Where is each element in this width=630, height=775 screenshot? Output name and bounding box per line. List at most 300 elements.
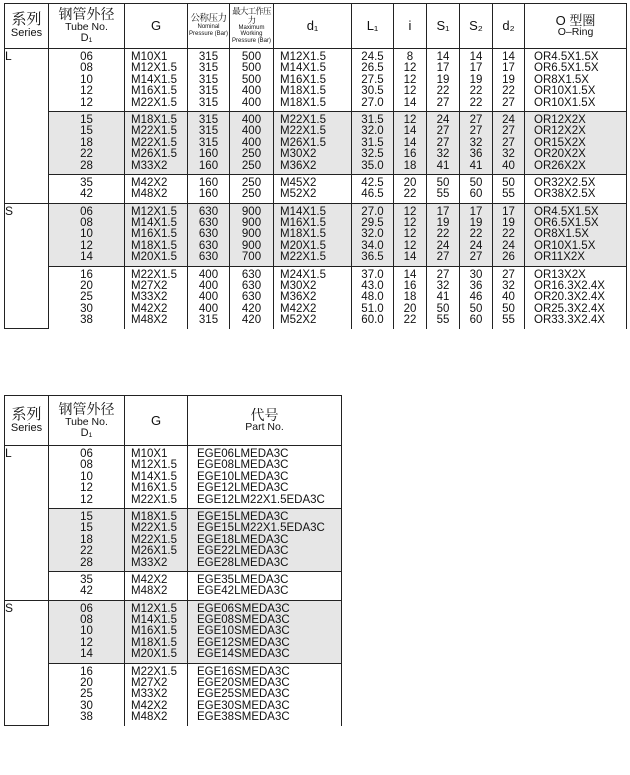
s2-value: 50: [469, 302, 483, 315]
s2-value: 17: [469, 205, 483, 218]
s1-value: 14: [436, 51, 450, 63]
max-pressure-value: 400: [241, 96, 262, 109]
o-ring-value: OR11X2X: [534, 251, 585, 264]
row-group: [5, 174, 627, 203]
g-thread-value: M14X1.5: [131, 217, 178, 230]
tube-no-cell: [49, 49, 125, 112]
l1-value: 27.5: [361, 73, 384, 86]
s2-value: 27: [469, 125, 483, 138]
header-g: G: [125, 4, 188, 49]
g-thread-value: M48X2: [131, 711, 168, 724]
s2-cell: [460, 111, 493, 174]
row-group: [5, 111, 627, 174]
s2-value: 41: [469, 159, 483, 172]
nominal-pressure-value: 315: [198, 96, 219, 109]
tube-no-value: 22: [80, 148, 93, 161]
d2-cell: [493, 49, 525, 112]
d1-value: M52X2: [280, 188, 317, 201]
g-thread-value: M20X1.5: [131, 648, 178, 661]
tube-no-value: 35: [80, 176, 93, 189]
part-no-cell: [188, 663, 342, 725]
s2-value: 50: [469, 176, 483, 189]
nominal-pressure-value: 400: [198, 291, 219, 304]
d1-value: M18X1.5: [280, 85, 327, 98]
nominal-pressure-value: 630: [198, 251, 219, 264]
max-pressure-value: 500: [241, 51, 262, 63]
g-thread-value: M22X1.5: [131, 268, 178, 281]
g-thread-cell: [125, 266, 188, 328]
i-cell: [394, 266, 427, 328]
g-thread-value: M33X2: [131, 291, 168, 304]
header-series: 系列 Series: [5, 4, 49, 49]
series-label: L: [5, 446, 49, 601]
d2-value: 27: [502, 136, 515, 149]
g-thread-value: M33X2: [131, 159, 168, 172]
o-ring-cell: [525, 49, 627, 112]
g-thread-value: M22X1.5: [131, 125, 178, 138]
s1-value: 27: [436, 125, 450, 138]
g-thread-value: M48X2: [131, 585, 168, 598]
l1-value: 35.0: [361, 159, 384, 172]
d2-value: 32: [502, 148, 515, 161]
l1-cell: [352, 266, 394, 328]
tube-no-value: 30: [80, 699, 93, 712]
g-thread-value: M22X1.5: [131, 96, 178, 109]
header-nominal-pressure: 公称压力 Nominal Pressure (Bar): [188, 4, 230, 49]
o-ring-value: OR8X1.5X: [534, 228, 589, 241]
part-no-value: EGE06LMEDA3C: [197, 448, 289, 460]
tube-no-value: 08: [80, 459, 93, 472]
tube-no-value: 25: [80, 688, 93, 701]
s2-value: 27: [469, 251, 483, 264]
d2-cell: [493, 203, 525, 266]
g-thread-value: M18X1.5: [131, 510, 178, 523]
tube-no-value: 12: [80, 482, 93, 495]
tube-no-value: 38: [80, 314, 93, 327]
g-thread-value: M22X1.5: [131, 136, 178, 149]
s2-cell: [460, 49, 493, 112]
tube-no-value: 18: [80, 533, 93, 546]
i-value: 14: [403, 136, 417, 149]
nominal-pressure-value: 400: [198, 302, 219, 315]
header-series: 系列 Series: [5, 396, 49, 446]
i-value: 12: [403, 239, 417, 252]
nominal-pressure-cell: [188, 266, 230, 328]
g-thread-value: M48X2: [131, 188, 168, 201]
o-ring-cell: [525, 111, 627, 174]
d2-value: 55: [502, 314, 515, 327]
g-thread-cell: [125, 571, 188, 600]
l1-value: 27.0: [361, 96, 384, 109]
tube-no-cell: [49, 266, 125, 328]
s1-value: 27: [436, 268, 450, 281]
tube-no-value: 06: [80, 448, 93, 460]
nominal-pressure-cell: [188, 174, 230, 203]
o-ring-value: OR4.5X1.5X: [534, 205, 599, 218]
o-ring-value: OR6.5X1.5X: [534, 62, 599, 75]
g-thread-value: M42X2: [131, 176, 168, 189]
l1-value: 51.0: [361, 302, 384, 315]
nominal-pressure-value: 315: [198, 85, 219, 98]
d2-value: 22: [502, 228, 515, 241]
tube-no-cell: [49, 663, 125, 725]
header-tube: 钢管外径 Tube No. D₁: [49, 4, 125, 49]
o-ring-value: OR16.3X2.4X: [534, 280, 605, 293]
d2-value: 27: [502, 125, 515, 138]
g-thread-value: M22X1.5: [131, 533, 178, 546]
tube-no-value: 30: [80, 302, 93, 315]
tube-no-value: 12: [80, 96, 93, 109]
s2-value: 22: [469, 85, 483, 98]
d1-cell: [274, 49, 352, 112]
part-no-value: EGE12LMEDA3C: [197, 482, 289, 495]
d2-value: 19: [502, 73, 515, 86]
nominal-pressure-value: 400: [198, 280, 219, 293]
i-value: 12: [403, 62, 417, 75]
nominal-pressure-cell: [188, 203, 230, 266]
i-value: 22: [403, 314, 417, 327]
part-no-cell: [188, 571, 342, 600]
s2-value: 36: [469, 148, 483, 161]
s1-value: 50: [436, 302, 450, 315]
part-no-value: EGE16SMEDA3C: [197, 665, 290, 678]
d1-value: M18X1.5: [280, 96, 327, 109]
part-no-value: EGE08LMEDA3C: [197, 459, 289, 472]
s2-value: 36: [469, 280, 483, 293]
part-no-value: EGE38SMEDA3C: [197, 711, 290, 724]
g-thread-cell: [125, 203, 188, 266]
l1-value: 34.0: [361, 239, 384, 252]
tube-no-value: 10: [80, 228, 93, 241]
nominal-pressure-value: 160: [198, 148, 219, 161]
max-pressure-value: 400: [241, 85, 262, 98]
l1-cell: [352, 111, 394, 174]
s1-value: 27: [436, 96, 450, 109]
l1-value: 60.0: [361, 314, 384, 327]
d2-value: 27: [502, 268, 515, 281]
s2-value: 27: [469, 113, 483, 126]
d1-cell: [274, 174, 352, 203]
s1-value: 32: [436, 148, 450, 161]
d2-value: 24: [502, 239, 515, 252]
nominal-pressure-value: 315: [198, 51, 219, 63]
g-thread-value: M12X1.5: [131, 459, 178, 472]
tube-no-value: 28: [80, 556, 93, 569]
g-thread-value: M27X2: [131, 677, 168, 690]
header-g: G: [125, 396, 188, 446]
o-ring-value: OR12X2X: [534, 125, 586, 138]
d2-value: 27: [502, 96, 515, 109]
g-thread-value: M26X1.5: [131, 148, 178, 161]
tube-no-value: 18: [80, 136, 93, 149]
o-ring-value: OR4.5X1.5X: [534, 51, 599, 63]
part-no-value: EGE10LMEDA3C: [197, 470, 289, 483]
max-pressure-value: 250: [241, 176, 262, 189]
g-thread-value: M10X1: [131, 51, 168, 63]
d1-value: M14X1.5: [280, 205, 327, 218]
tube-no-value: 12: [80, 239, 93, 252]
d1-value: M26X1.5: [280, 136, 327, 149]
i-value: 14: [403, 251, 417, 264]
l1-value: 43.0: [361, 280, 384, 293]
tube-no-value: 20: [80, 280, 93, 293]
d1-value: M36X2: [280, 291, 317, 304]
nominal-pressure-value: 315: [198, 113, 219, 126]
i-value: 12: [403, 113, 417, 126]
spec-table: [4, 3, 627, 329]
max-pressure-value: 900: [241, 217, 262, 230]
part-no-value: EGE10SMEDA3C: [197, 625, 290, 638]
i-value: 22: [403, 188, 417, 201]
g-thread-value: M16X1.5: [131, 625, 178, 638]
d1-value: M42X2: [280, 302, 317, 315]
nominal-pressure-value: 160: [198, 188, 219, 201]
d2-value: 40: [502, 291, 515, 304]
i-value: 14: [403, 96, 417, 109]
max-pressure-value: 630: [241, 280, 262, 293]
l1-value: 30.5: [361, 85, 384, 98]
g-thread-value: M16X1.5: [131, 228, 178, 241]
d1-value: M14X1.5: [280, 62, 327, 75]
s1-cell: [427, 266, 460, 328]
o-ring-cell: [525, 174, 627, 203]
d2-cell: [493, 174, 525, 203]
o-ring-value: OR13X2X: [534, 268, 586, 281]
tube-no-value: 12: [80, 85, 93, 98]
part-no-value: EGE08SMEDA3C: [197, 614, 290, 627]
d2-value: 50: [502, 302, 515, 315]
header-d1: d₁: [274, 4, 352, 49]
l1-value: 46.5: [361, 188, 384, 201]
d1-value: M12X1.5: [280, 51, 327, 63]
nominal-pressure-value: 315: [198, 62, 219, 75]
s2-cell: [460, 203, 493, 266]
s2-value: 60: [469, 188, 483, 201]
g-thread-value: M16X1.5: [131, 85, 178, 98]
s1-value: 17: [436, 205, 450, 218]
g-thread-cell: [125, 663, 188, 725]
d2-value: 19: [502, 217, 515, 230]
s2-cell: [460, 266, 493, 328]
g-thread-cell: [125, 508, 188, 571]
i-value: 20: [403, 176, 417, 189]
i-value: 8: [406, 51, 414, 63]
nominal-pressure-value: 630: [198, 239, 219, 252]
nominal-pressure-value: 630: [198, 205, 219, 218]
max-pressure-value: 900: [241, 205, 262, 218]
tube-no-value: 14: [80, 648, 93, 661]
d1-value: M22X1.5: [280, 251, 327, 264]
max-pressure-value: 420: [241, 314, 262, 327]
i-value: 14: [403, 268, 417, 281]
nominal-pressure-cell: [188, 111, 230, 174]
part-no-value: EGE28LMEDA3C: [197, 556, 289, 569]
g-thread-value: M42X2: [131, 699, 168, 712]
nominal-pressure-value: 315: [198, 314, 219, 327]
i-value: 14: [403, 125, 417, 138]
max-pressure-cell: [230, 174, 274, 203]
tube-no-value: 10: [80, 73, 93, 86]
d1-value: M24X1.5: [280, 268, 327, 281]
header-oring: O 型圈 O–Ring: [525, 4, 627, 49]
l1-value: 29.5: [361, 217, 384, 230]
g-thread-value: M33X2: [131, 556, 168, 569]
g-thread-value: M14X1.5: [131, 614, 178, 627]
d1-value: M30X2: [280, 148, 317, 161]
g-thread-value: M20X1.5: [131, 251, 178, 264]
tube-no-value: 20: [80, 677, 93, 690]
max-pressure-value: 400: [241, 125, 262, 138]
tube-no-cell: [49, 111, 125, 174]
g-thread-value: M26X1.5: [131, 545, 178, 558]
nominal-pressure-value: 160: [198, 159, 219, 172]
o-ring-value: OR12X2X: [534, 113, 586, 126]
part-no-value: EGE42LMEDA3C: [197, 585, 289, 598]
tube-no-value: 22: [80, 545, 93, 558]
s2-cell: [460, 174, 493, 203]
tube-no-value: 28: [80, 159, 93, 172]
s1-value: 41: [436, 159, 450, 172]
tube-no-cell: [49, 600, 125, 663]
s2-value: 22: [469, 96, 483, 109]
d1-cell: [274, 203, 352, 266]
s1-value: 55: [436, 314, 450, 327]
part-no-value: EGE20SMEDA3C: [197, 677, 290, 690]
s1-cell: [427, 203, 460, 266]
o-ring-value: OR6.5X1.5X: [534, 217, 599, 230]
g-thread-value: M12X1.5: [131, 205, 178, 218]
d2-value: 40: [502, 159, 515, 172]
series-label: S: [5, 600, 49, 725]
l1-value: 32.0: [361, 228, 384, 241]
s2-value: 22: [469, 228, 483, 241]
s1-value: 55: [436, 188, 450, 201]
s1-value: 32: [436, 280, 450, 293]
max-pressure-value: 700: [241, 251, 262, 264]
s2-value: 19: [469, 73, 483, 86]
g-thread-value: M16X1.5: [131, 482, 178, 495]
o-ring-value: OR20X2X: [534, 148, 586, 161]
o-ring-value: OR26X2X: [534, 159, 586, 172]
series-label: S: [5, 203, 49, 328]
d1-value: M36X2: [280, 159, 317, 172]
s1-value: 27: [436, 136, 450, 149]
row-group: [5, 600, 342, 663]
d1-value: M22X1.5: [280, 125, 327, 138]
i-value: 16: [403, 148, 417, 161]
l1-value: 37.0: [361, 268, 384, 281]
tube-no-value: 15: [80, 510, 93, 523]
o-ring-value: OR33.3X2.4X: [534, 314, 605, 327]
s1-value: 24: [436, 239, 450, 252]
tube-no-value: 10: [80, 625, 93, 638]
s1-value: 19: [436, 73, 450, 86]
i-value: 16: [403, 280, 417, 293]
l1-cell: [352, 203, 394, 266]
part-number-table: [4, 395, 342, 726]
tube-no-value: 08: [80, 217, 93, 230]
s1-value: 27: [436, 251, 450, 264]
max-pressure-value: 500: [241, 62, 262, 75]
s1-value: 22: [436, 85, 450, 98]
s1-value: 24: [436, 113, 450, 126]
l1-value: 24.5: [361, 51, 384, 63]
o-ring-cell: [525, 203, 627, 266]
part-no-cell: [188, 508, 342, 571]
s1-cell: [427, 174, 460, 203]
g-thread-value: M42X2: [131, 573, 168, 586]
d1-value: M18X1.5: [280, 228, 327, 241]
tube-no-value: 15: [80, 125, 93, 138]
part-no-value: EGE35LMEDA3C: [197, 573, 289, 586]
nominal-pressure-value: 400: [198, 268, 219, 281]
max-pressure-value: 630: [241, 291, 262, 304]
g-thread-value: M48X2: [131, 314, 168, 327]
nominal-pressure-value: 315: [198, 125, 219, 138]
row-group: [5, 446, 342, 509]
nominal-pressure-value: 160: [198, 176, 219, 189]
d1-value: M52X2: [280, 314, 317, 327]
d2-value: 26: [502, 251, 515, 264]
l1-value: 26.5: [361, 62, 384, 75]
row-group: [5, 508, 342, 571]
g-thread-cell: [125, 446, 188, 509]
s2-value: 19: [469, 217, 483, 230]
d1-value: M16X1.5: [280, 217, 327, 230]
g-thread-value: M22X1.5: [131, 493, 178, 506]
header-d2: d₂: [493, 4, 525, 49]
g-thread-cell: [125, 111, 188, 174]
nominal-pressure-value: 630: [198, 228, 219, 241]
g-thread-value: M18X1.5: [131, 239, 178, 252]
tube-no-value: 16: [80, 665, 93, 678]
max-pressure-value: 500: [241, 73, 262, 86]
s2-value: 17: [469, 62, 483, 75]
part-no-value: EGE18LMEDA3C: [197, 533, 289, 546]
d2-value: 50: [502, 176, 515, 189]
tube-no-value: 12: [80, 493, 93, 506]
l1-cell: [352, 49, 394, 112]
max-pressure-value: 400: [241, 113, 262, 126]
d2-value: 32: [502, 280, 515, 293]
s1-cell: [427, 111, 460, 174]
header-l1: L₁: [352, 4, 394, 49]
s2-value: 14: [469, 51, 483, 63]
i-cell: [394, 203, 427, 266]
tube-no-cell: [49, 571, 125, 600]
l1-value: 31.5: [361, 113, 384, 126]
s2-value: 46: [469, 291, 483, 304]
tube-no-cell: [49, 174, 125, 203]
g-thread-value: M14X1.5: [131, 470, 178, 483]
d2-value: 17: [502, 205, 515, 218]
s1-value: 41: [436, 291, 450, 304]
d1-value: M20X1.5: [280, 239, 327, 252]
max-pressure-value: 900: [241, 239, 262, 252]
i-value: 18: [403, 291, 417, 304]
i-cell: [394, 111, 427, 174]
tube-no-cell: [49, 203, 125, 266]
max-pressure-cell: [230, 203, 274, 266]
row-group: [5, 571, 342, 600]
part-no-value: EGE15LM22X1.5EDA3C: [197, 522, 325, 535]
series-label: L: [5, 49, 49, 204]
g-thread-cell: [125, 174, 188, 203]
g-thread-value: M14X1.5: [131, 73, 178, 86]
tube-no-value: 42: [80, 188, 93, 201]
i-value: 20: [403, 302, 417, 315]
part-no-cell: [188, 600, 342, 663]
